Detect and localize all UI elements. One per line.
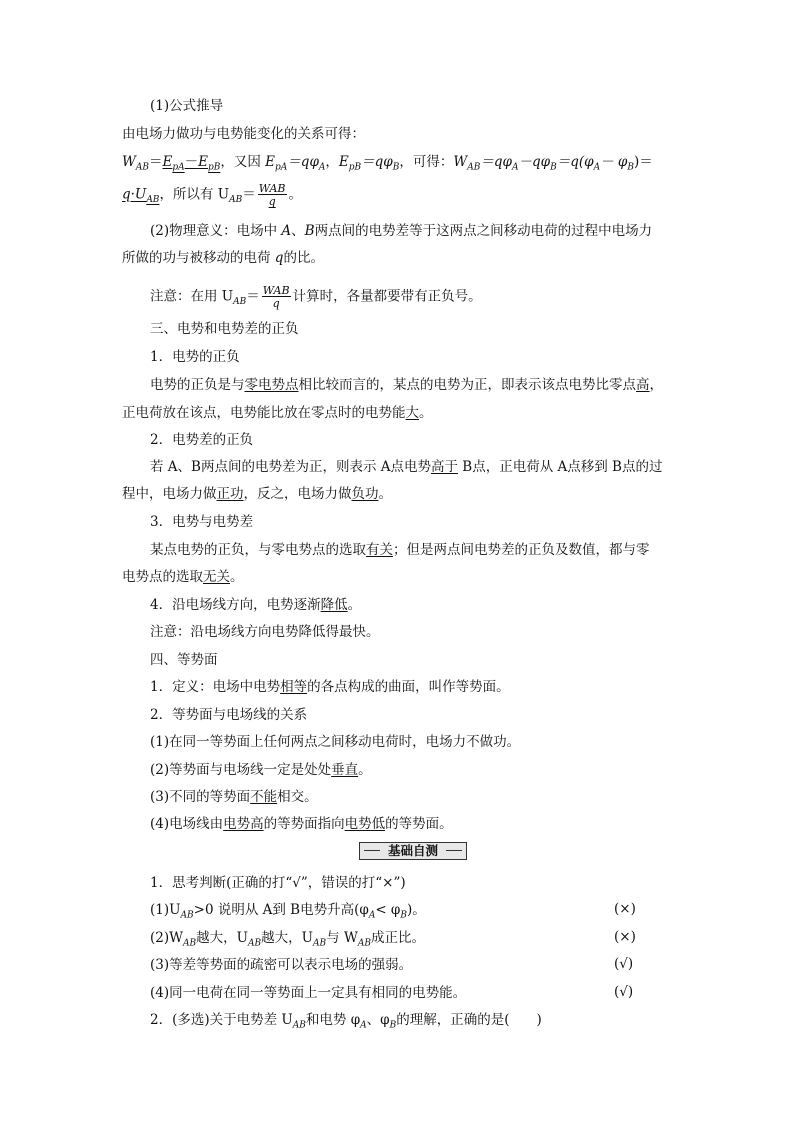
section-badge: 基础自测 (359, 842, 467, 860)
derivation-intro: 由电场力做功与电势能变化的关系可得： (122, 126, 365, 142)
section-3-item-3-line-1: 某点电势的正负，与零电势点的选取有关；但是两点间电势差的正负及数值，都与零 (150, 542, 650, 558)
quiz-question-2: 2．(多选)关于电势差 $U_{AB}$和电势 $\varphi_A$、$\varphi_B$的理解，正确的是( ) (150, 1012, 542, 1031)
formula-line-1: $W_{AB}=E_{pA}-E_{pB}$，又因 $E_{pA}=q\varphi_A$，$E_{pB}=q\varphi_B$，可得：$W_{AB}=q\varphi_A-q\varphi_B=q(\varphi_A- \varphi_B)=$ (122, 154, 653, 173)
judgement-3-mark: (√) (614, 956, 634, 972)
section-4-relation-title: 2．等势面与电场线的关系 (150, 707, 308, 723)
section-3-note: 注意：沿电场线方向电势降低得最快。 (150, 624, 380, 640)
section-4-rule-2: (2)等势面与电场线一定是处处垂直。 (150, 762, 372, 778)
section-3-item-4: 4．沿电场线方向，电势逐渐降低。 (150, 597, 362, 613)
section-4-title: 四、等势面 (150, 652, 218, 668)
section-3-item-2-line-1: 若 A、B两点间的电势差为正，则表示 A点电势高于 B点，正电荷从 A点移到 B点的过 (150, 459, 663, 475)
judgement-1-mark: (×) (614, 901, 636, 917)
section-3-item-1-title: 1．电势的正负 (150, 349, 240, 365)
formula-line-2: $q\cdot U_{AB}$，所以有 $U_{AB}=$ $\frac{\text{WAB}}{q}$ 。 (122, 182, 303, 208)
section-3-item-3-line-2: 电势点的选取无关。 (122, 569, 244, 585)
quiz-question-1: 1．思考判断(正确的打“√”，错误的打“×”) (150, 875, 406, 891)
section-4-rule-1: (1)在同一等势面上任何两点之间移动电荷时，电场力不做功。 (150, 734, 521, 750)
judgement-2-mark: (×) (614, 929, 636, 945)
section-3-title: 三、电势和电势差的正负 (150, 321, 299, 337)
section-4-rule-3: (3)不同的等势面不能相交。 (150, 789, 318, 805)
judgement-3: (3)等差等势面的疏密可以表示电场的强弱。 (150, 957, 413, 973)
section-3-item-2-title: 2．电势差的正负 (150, 432, 254, 448)
section-3-item-1-line-2: 正电荷放在该点，电势能比放在零点时的电势能大。 (122, 405, 433, 421)
judgement-4-mark: (√) (614, 984, 634, 1000)
fraction-wab-over-q-note: $\frac{\text{WAB}}{q}$ (262, 284, 290, 310)
section-3-item-3-title: 3．电势与电势差 (150, 514, 254, 530)
judgement-1: $(1)U_{AB}>0$ 说明从 A到 B电势升高$(\varphi_A< \varphi_B)$。 (150, 902, 426, 921)
section-4-rule-4: (4)电场线由电势高的等势面指向电势低的等势面。 (150, 816, 453, 832)
physical-meaning-line-1: (2)物理意义：电场中 A、B两点间的电势差等于这两点之间移动电荷的过程中电场力 (150, 223, 653, 239)
physical-meaning-line-2: 所做的功与被移动的电荷 q的比。 (122, 250, 324, 266)
section-4-definition: 1．定义：电场中电势相等的各点构成的曲面，叫作等势面。 (150, 679, 510, 695)
sign-note: 注意：在用 $U_{AB}=$ $\frac{\text{WAB}}{q}$ 计算时，各量都要带有正负号。 (150, 284, 482, 310)
fraction-wab-over-q: $\frac{\text{WAB}}{q}$ (258, 182, 286, 208)
judgement-4: (4)同一电荷在同一等势面上一定具有相同的电势能。 (150, 985, 467, 1001)
formula-derivation-heading: (1)公式推导 (150, 98, 224, 114)
section-3-item-2-line-2: 程中，电场力做正功，反之，电场力做负功。 (122, 486, 392, 502)
section-3-item-1-line-1: 电势的正负是与零电势点相比较而言的，某点的电势为正，即表示该点电势比零点高， (150, 377, 663, 393)
judgement-2: $(2)W_{AB}$越大，$U_{AB}$越大，$U_{AB}$与 $W_{AB}$成正比。 (150, 930, 425, 949)
